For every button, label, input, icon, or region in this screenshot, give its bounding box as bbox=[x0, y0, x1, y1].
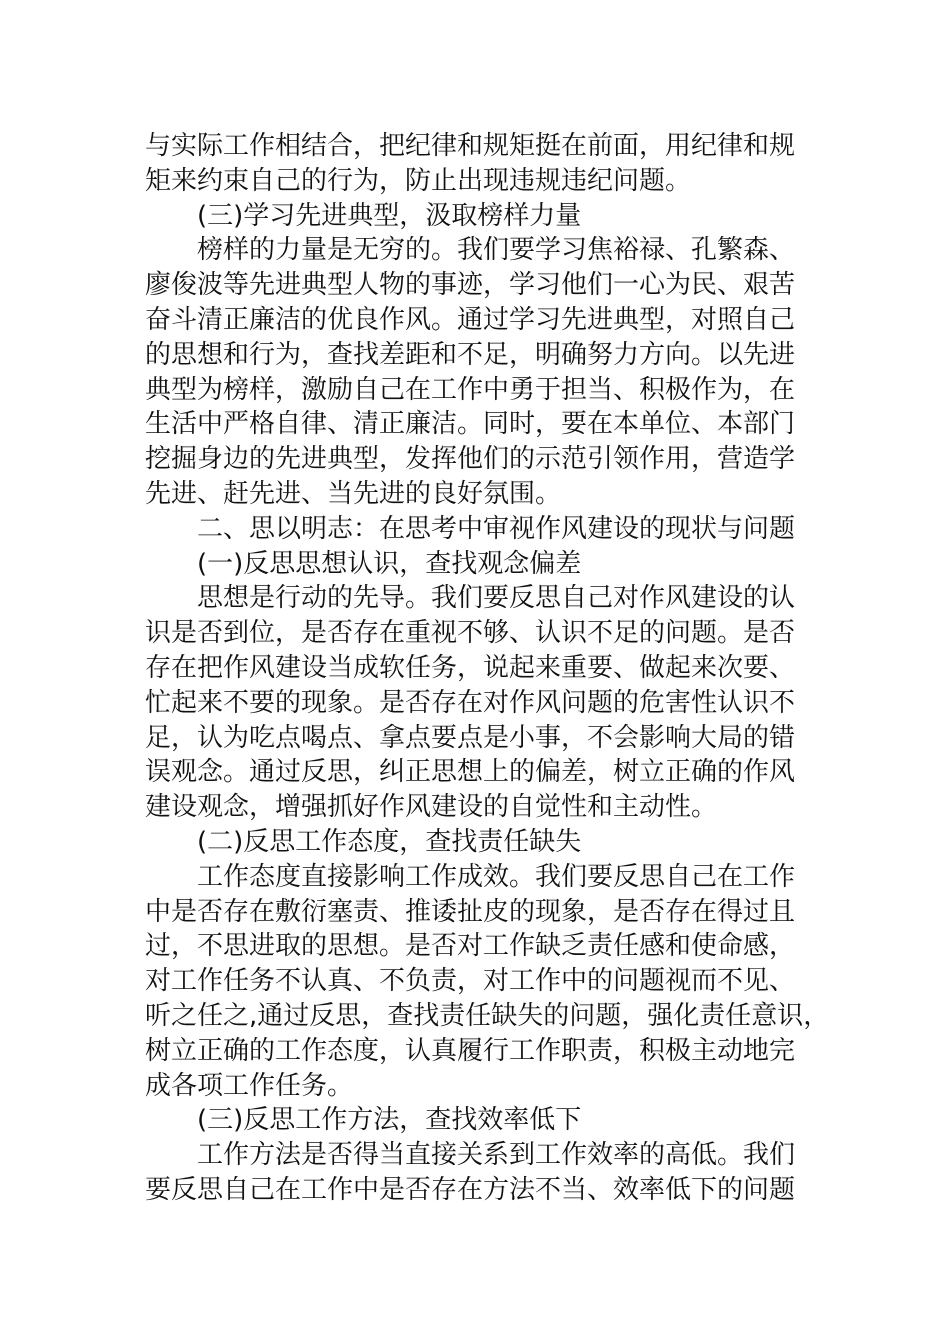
text-line: 奋斗清正廉洁的优良作风。通过学习先进典型，对照自己 bbox=[145, 304, 796, 335]
text-line: 廖俊波等先进典型人物的事迹，学习他们一心为民、艰苦 bbox=[145, 270, 796, 301]
text-line: 树立正确的工作态度，认真履行工作职责，积极主动地完 bbox=[145, 1035, 796, 1066]
text-line: 与实际工作相结合，把纪律和规矩挺在前面，用纪律和规 bbox=[145, 131, 796, 161]
section-heading: (三)学习先进典型，汲取榜样力量 bbox=[197, 200, 582, 231]
section-heading: (一)反思思想认识，查找观念偏差 bbox=[197, 548, 582, 579]
chapter-heading: 二、思以明志：在思考中审视作风建设的现状与问题 bbox=[197, 513, 796, 544]
text-line: 对工作任务不认真、不负责，对工作中的问题视而不见、 bbox=[145, 966, 796, 997]
text-line: 要反思自己在工作中是否存在方法不当、效率低下的问题 bbox=[145, 1174, 796, 1205]
text-line: 典型为榜样，激励自己在工作中勇于担当、积极作为，在 bbox=[145, 374, 796, 405]
paragraph-start: 工作方法是否得当直接关系到工作效率的高低。我们 bbox=[197, 1140, 796, 1171]
section-heading: (三)反思工作方法，查找效率低下 bbox=[197, 1105, 582, 1136]
text-line: 建设观念，增强抓好作风建设的自觉性和主动性。 bbox=[145, 792, 718, 823]
text-line: 成各项工作任务。 bbox=[145, 1070, 354, 1101]
text-line: 误观念。通过反思，纠正思想上的偏差，树立正确的作风 bbox=[145, 757, 796, 788]
text-line: 识是否到位，是否存在重视不够、认识不足的问题。是否 bbox=[145, 618, 796, 649]
text-line: 存在把作风建设当成软任务，说起来重要、做起来次要、 bbox=[145, 652, 796, 683]
text-line: 忙起来不要的现象。是否存在对作风问题的危害性认识不 bbox=[145, 687, 796, 718]
text-line: 生活中严格自律、清正廉洁。同时，要在本单位、本部门 bbox=[145, 409, 796, 440]
text-line: 矩来约束自己的行为，防止出现违规违纪问题。 bbox=[145, 165, 692, 196]
text-line: 过，不思进取的思想。是否对工作缺乏责任感和使命感， bbox=[145, 931, 796, 962]
text-line: 的思想和行为，查找差距和不足，明确努力方向。以先进 bbox=[145, 339, 796, 370]
paragraph-start: 榜样的力量是无穷的。我们要学习焦裕禄、孔繁森、 bbox=[197, 235, 796, 266]
text-line: 挖掘身边的先进典型，发挥他们的示范引领作用，营造学 bbox=[145, 444, 796, 475]
text-line: 足，认为吃点喝点、拿点要点是小事，不会影响大局的错 bbox=[145, 722, 796, 753]
paragraph-start: 工作态度直接影响工作成效。我们要反思自己在工作 bbox=[197, 861, 796, 892]
text-line: 听之任之,通过反思，查找责任缺失的问题，强化责任意识， bbox=[145, 1000, 830, 1031]
section-heading: (二)反思工作态度，查找责任缺失 bbox=[197, 826, 582, 857]
paragraph-start: 思想是行动的先导。我们要反思自己对作风建设的认 bbox=[197, 583, 796, 614]
text-line: 中是否存在敷衍塞责、推诿扯皮的现象，是否存在得过且 bbox=[145, 896, 796, 927]
document-page bbox=[145, 129, 830, 1208]
text-line: 先进、赶先进、当先进的良好氛围。 bbox=[145, 478, 562, 509]
